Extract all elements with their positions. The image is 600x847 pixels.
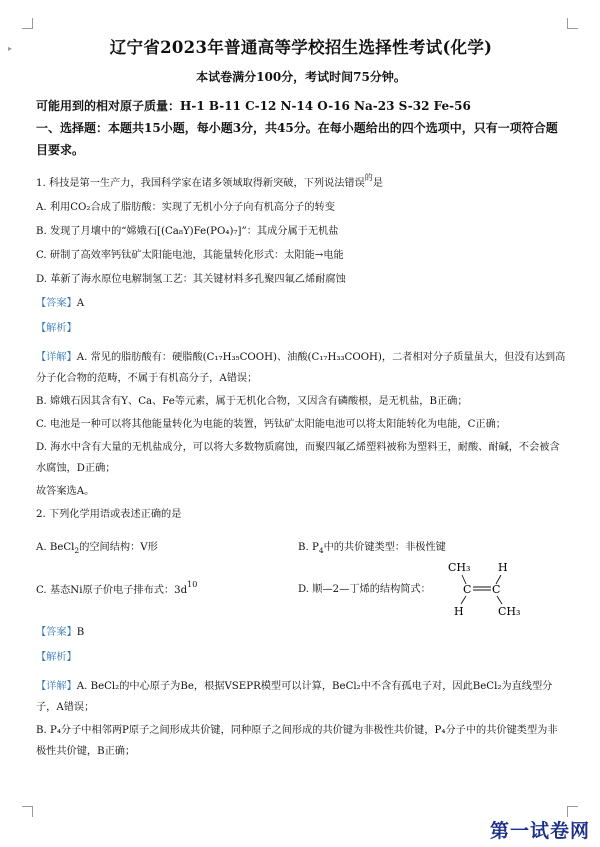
- q2-option-a-sub: 2: [74, 546, 80, 555]
- q1-detail-b: B. 嫦娥石因其含有Y、Ca、Fe等元素，属于无机化合物，又因含有磷酸根，是无机盐，B正确；: [36, 396, 468, 407]
- q2-option-b-rest: 中的共价键类型：非极性键: [323, 542, 446, 553]
- q1-detail-c: C. 电池是一种可以将其他能量转化为电能的装置，钙钛矿太阳能电池可以将太阳能转化为电能，C正确；: [36, 419, 506, 430]
- detail-label: 【详解】: [36, 681, 77, 692]
- q2-option-c-text: C. 基态Ni原子价电子排布式：3d: [36, 585, 188, 596]
- q2-option-c: [36, 580, 197, 596]
- struct-ch3-bottom: CH₃: [498, 605, 521, 618]
- q2-answer: [36, 626, 566, 639]
- q1-option-c: C. 研制了高效率钙钛矿太阳能电池，其能量转化形式：太阳能→电能: [36, 250, 344, 261]
- struct-c-left: C: [463, 583, 472, 596]
- q1-option-b: B. 发现了月壤中的“嫦娥石[(Ca₈Y)Fe(PO₄)₇]”：其成分属于无机盐: [36, 226, 339, 237]
- section-header: 一、选择题：本题共15小题，每小题3分，共45分。在每小题给出的四个选项中，只有一项符合题目要求。: [36, 121, 558, 157]
- site-watermark-logo[interactable]: 第一试卷网: [489, 820, 590, 842]
- q2-option-a-rest: 的空间结构：V形: [79, 542, 158, 553]
- q2-option-b-sub: 4: [318, 546, 324, 555]
- q1-conclusion: 故答案选A。: [36, 486, 95, 497]
- q1-analysis: [36, 322, 566, 335]
- q1-stem-sup: 的: [364, 173, 373, 182]
- q1-detail-d: D. 海水中含有大量的无机盐成分，可以将大多数物质腐蚀，而聚四氟乙烯塑料被称为塑料王，耐酸、耐碱，不会被含水腐蚀，D正确；: [36, 442, 560, 474]
- detail-label: 【详解】: [36, 352, 77, 363]
- q1-option-d: D. 革新了海水原位电解制氢工艺：其关键材料多孔聚四氟乙烯耐腐蚀: [36, 274, 346, 285]
- q2-option-b-text: B. P: [298, 542, 319, 553]
- q1-detail-a: [36, 347, 566, 389]
- struct-bond-4: [497, 596, 502, 604]
- answer-value: B: [76, 627, 85, 638]
- struct-ch3-top: CH₃: [448, 561, 471, 574]
- detail-text: A. BeCl₂的中心原子为Be，根据VSEPR模型可以计算，BeCl₂中不含有孤电子对，因此BeCl₂为直线型分子，A错误；: [36, 681, 553, 713]
- q2-detail-a: [36, 676, 566, 718]
- q2-option-a: [36, 538, 158, 555]
- q2-options-row-2: [36, 558, 566, 620]
- q2-stem: 2. 下列化学用语或表述正确的是: [36, 509, 182, 520]
- crop-mark-top-left: [22, 18, 33, 29]
- struct-bond-3: [461, 596, 466, 604]
- struct-h-bottom: H: [454, 605, 464, 618]
- page-title: 辽宁省2023年普通高等学校招生选择性考试(化学): [109, 38, 493, 57]
- q1-stem-end: 是: [372, 178, 383, 189]
- q2-detail-b: B. P₄分子中相邻两P原子之间形成共价键，同种原子之间形成的共价键为非极性共价键，P₄分子中的共价键类型为非极性共价键，B正确；: [36, 725, 558, 757]
- q2-option-c-sup: 10: [187, 580, 198, 589]
- cis-2-butene-structure: [436, 558, 526, 618]
- exam-info: 本试卷满分100分，考试时间75分钟。: [196, 70, 406, 84]
- struct-c-right: C: [492, 583, 501, 596]
- side-marker-icon: ▸: [8, 44, 13, 53]
- q2-options-row-1: [36, 532, 566, 558]
- answer-label: 【答案】: [36, 298, 77, 309]
- analysis-label: 【解析】: [36, 323, 77, 334]
- q2-option-b: [298, 538, 446, 555]
- answer-value: A: [76, 298, 85, 309]
- detail-text: A. 常见的脂肪酸有：硬脂酸(C₁₇H₃₅COOH)、油酸(C₁₇H₃₃COOH)，二者相对分子质量虽大，但没有达到高分子化合物的范畴，不属于有机高分子，A错误；: [36, 352, 566, 384]
- struct-h-top: H: [498, 561, 508, 574]
- crop-mark-top-right: [567, 18, 578, 29]
- atomic-masses: 可能用到的相对原子质量：H-1 B-11 C-12 N-14 O-16 Na-23 S-32 Fe-56: [36, 99, 471, 113]
- q1-stem: [36, 171, 566, 190]
- document-page: [36, 34, 566, 764]
- q2-option-a-text: A. BeCl: [36, 542, 75, 553]
- analysis-label: 【解析】: [36, 652, 77, 663]
- crop-mark-bottom-left: [22, 806, 33, 817]
- q2-option-d: D. 顺—2—丁烯的结构简式：: [298, 584, 431, 595]
- q1-stem-text: 1. 科技是第一生产力，我国科学家在诸多领域取得新突破，下列说法错误: [36, 178, 365, 189]
- q1-option-a: A. 利用CO₂合成了脂肪酸：实现了无机小分子向有机高分子的转变: [36, 202, 335, 213]
- q2-analysis: [36, 651, 566, 664]
- q1-answer: [36, 297, 566, 310]
- answer-label: 【答案】: [36, 627, 77, 638]
